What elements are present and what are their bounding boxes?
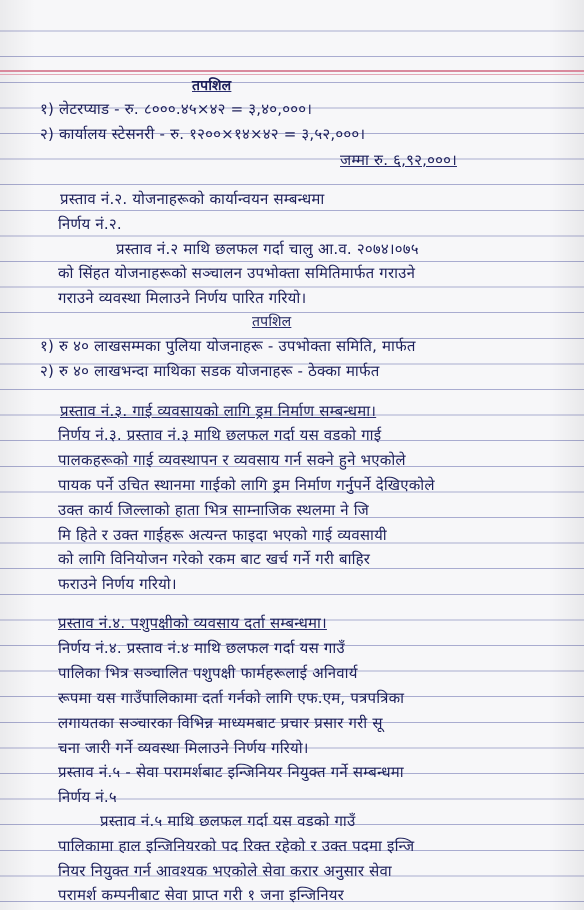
- margin-rule-secondary: [0, 74, 584, 75]
- decision-2-label: निर्णय नं.२.: [58, 215, 122, 233]
- decision-5-line-4: परामर्श कम्पनीबाट सेवा प्राप्त गरी १ जना इन्जिनियर: [58, 886, 344, 904]
- decision-4-line-3: रूपमा यस गाउँपालिकामा दर्ता गर्नको लागि एफ.एम, पत्रपत्रिका: [58, 689, 405, 707]
- total: जम्मा रु. ६,९२,०००।: [340, 151, 457, 169]
- decision-3-line-5: मि हिते र उक्त गाईहरू अत्यन्त फाइदा भएको गाई व्यवसायी: [58, 526, 387, 544]
- decision-3-line-6: को लागि विनियोजन गरेको रकम बाट खर्च गर्ने गरी बाहिर: [58, 550, 371, 568]
- margin-rule: [0, 70, 584, 72]
- proposal-4-title: प्रस्ताव नं.४. पशुपक्षीको व्यवसाय दर्ता सम्बन्धमा।: [58, 614, 327, 632]
- decision-3-line-2: पालकहरूको गाई व्यवस्थापन र व्यवसाय गर्न सक्ने हुने भएकोले: [58, 451, 406, 469]
- sub-heading-tapsil: तपशिल: [252, 314, 292, 330]
- heading-tapsil: तपशिल: [192, 78, 232, 94]
- decision-3-line-7: फराउने निर्णय गरियो।: [58, 575, 177, 593]
- proposal-3-title: प्रस्ताव नं.३. गाई व्यवसायको लागि ड्रम निर्माण सम्बन्धमा।: [60, 402, 377, 420]
- decision-2-line-1: प्रस्ताव नं.२ माथि छलफल गर्दा चालु आ.व. २०७४।०७५: [116, 240, 419, 258]
- decision-3-line-4: उक्त कार्य जिल्लाको हाता भित्र साम्नाजिक स्थलमा ने जि: [58, 501, 370, 519]
- decision-4-line-4: लगायतका सञ्चारका विभिन्न माध्यमबाट प्रचार प्रसार गरी सू: [58, 714, 383, 732]
- decision-5-line-2: पालिकामा हाल इन्जिनियरको पद रिक्त रहेको र उक्त पदमा इन्जि: [58, 837, 415, 855]
- decision-5-label: निर्णय नं.५: [58, 788, 117, 806]
- item-2: २) कार्यालय स्टेसनरी - रु. १२००×१४×४२ = ३,५२,०००।: [40, 125, 366, 143]
- proposal-2-title: प्रस्ताव नं.२. योजनाहरूको कार्यान्वयन सम्बन्धमा: [60, 190, 325, 208]
- decision-2-line-2: को सिंहत योजनाहरूको सञ्चालन उपभोक्ता समितिमार्फत गराउने: [58, 264, 416, 282]
- sub-item-1: १) रु ४० लाखसम्मका पुलिया योजनाहरू - उपभोक्ता समिति, मार्फत: [40, 337, 416, 355]
- sub-item-2: २) रु ४० लाखभन्दा माथिका सडक योजनाहरू - ठेक्का मार्फत: [40, 362, 380, 380]
- decision-2-line-3: गराउने व्यवस्था मिलाउने निर्णय पारित गरियो।: [58, 289, 307, 307]
- decision-4-line-5: चना जारी गर्ने व्यवस्था मिलाउने निर्णय गरियो।: [58, 739, 309, 757]
- proposal-5-title: प्रस्ताव नं.५ - सेवा परामर्शबाट इन्जिनियर नियुक्त गर्ने सम्बन्धमा: [58, 763, 404, 781]
- decision-4-line-1: निर्णय नं.४. प्रस्ताव नं.४ माथि छलफल गर्दा यस गाउँ: [58, 639, 345, 657]
- item-1: १) लेटरप्याड - रु. ८०००.४५×४२ = ३,४०,०००।: [40, 100, 313, 118]
- decision-5-line-3: नियर नियुक्त गर्न आवश्यक भएकोले सेवा करार अनुसार सेवा: [58, 862, 392, 880]
- decision-3-line-3: पायक पर्ने उचित स्थानमा गाईको लागि ड्रम निर्माण गर्नुपर्ने देखिएकोले: [58, 476, 435, 494]
- decision-5-line-1: प्रस्ताव नं.५ माथि छलफल गर्दा यस वडको गाउँ: [100, 812, 356, 830]
- decision-3-line-1: निर्णय नं.३. प्रस्ताव नं.३ माथि छलफल गर्दा यस वडको गाई: [58, 426, 382, 444]
- decision-4-line-2: पालिका भित्र सञ्चालित पशुपक्षी फार्महरूलाई अनिवार्य: [58, 664, 358, 682]
